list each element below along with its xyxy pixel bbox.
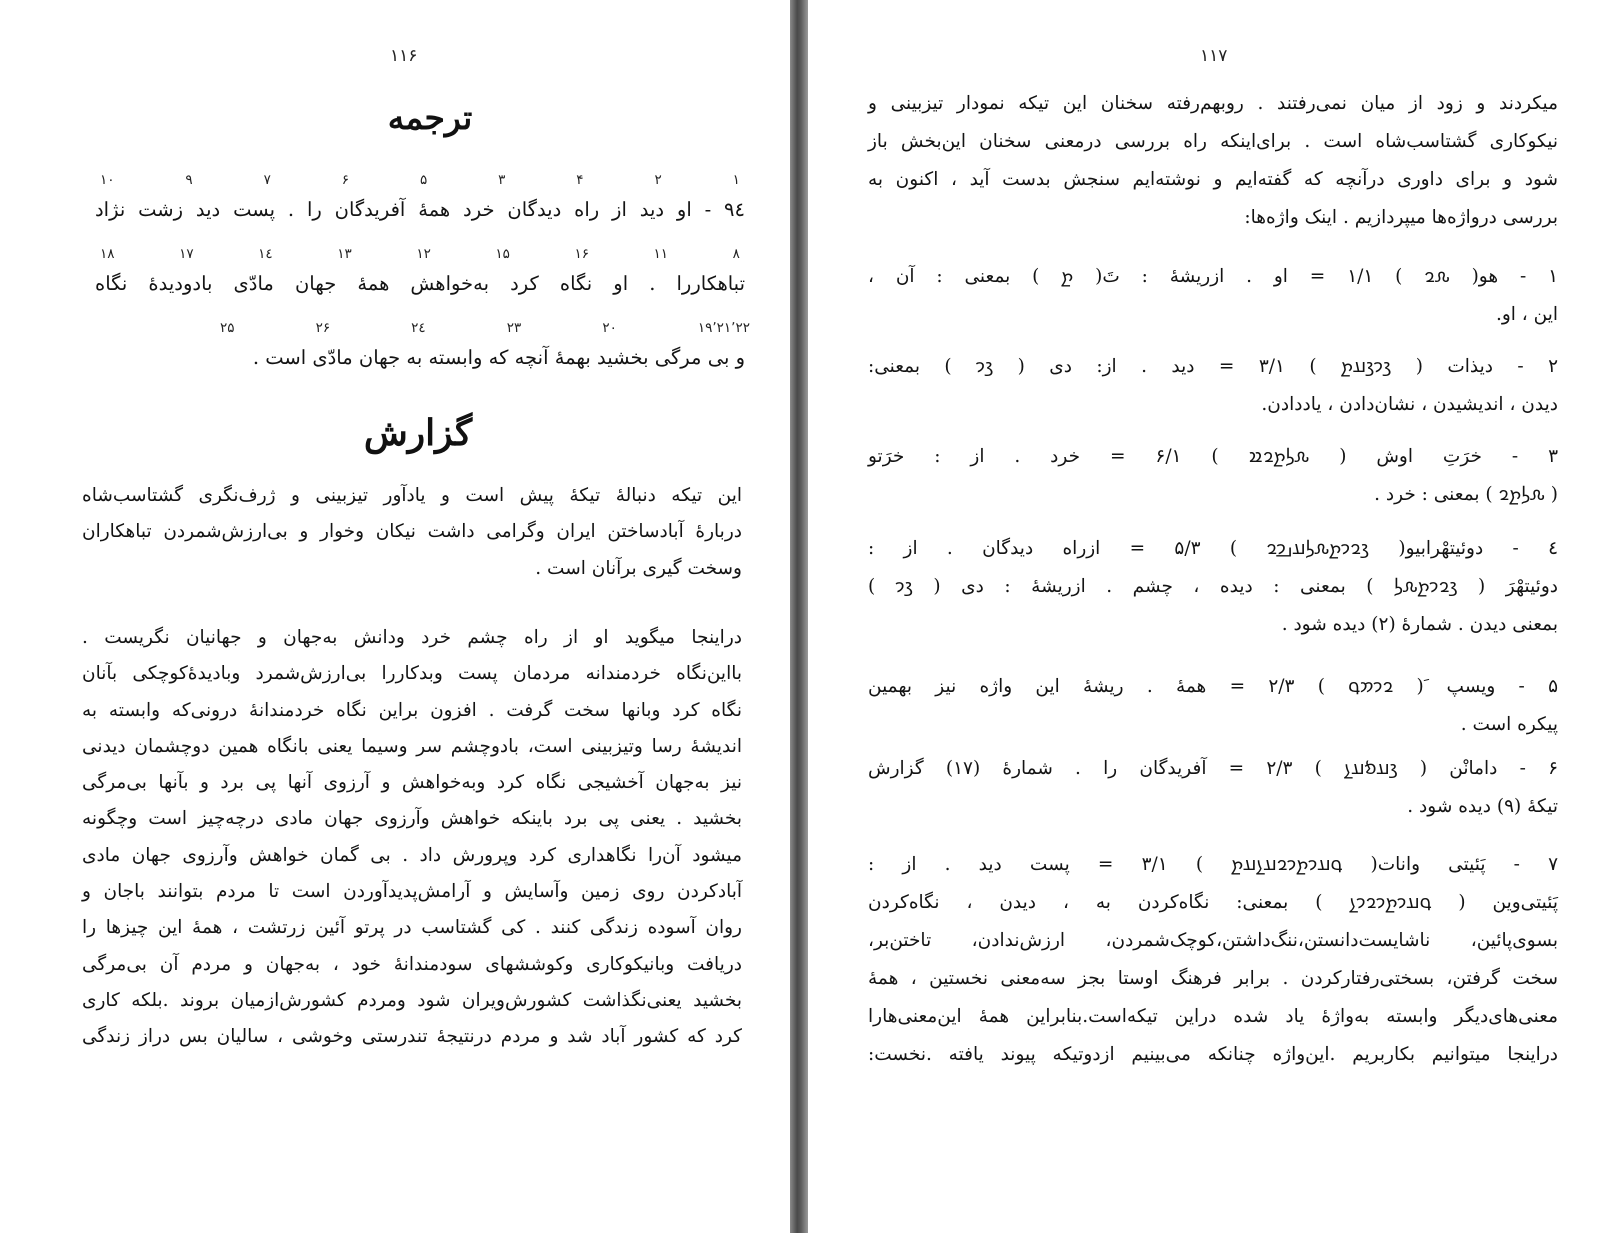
book-gutter: [790, 0, 808, 1233]
intro-paragraph: میکردند و زود از میان نمی‌رفتند . روبهم‌رفته سخنان این تیکه نمودار تیزبینی و نیکوکاری گشتاسب‌شاه است . برای‌اینکه راه بررسی درمعنی سخنان این‌بخش باز شود و برای داوری درآنچه که گفته‌ایم و نوشته‌ایم سنجش بدست آید ، اکنون به بررسی درواژه‌ها میپردازیم . اینک واژه‌ها:: [868, 93, 1558, 228]
entry-3: ۳ - خرَتِ اوش ( ‎𐭧𐭫𐭲𐭥𐭱‎ ) ۶/۱ = خرد . از : خرَتو ( ‎𐭧𐭫𐭲𐭥‎ ) بمعنی : خرد .: [868, 446, 1558, 505]
entry-6: ۶ - دامانْن ( ‎𐭣𐭠𐭬𐭠𐭭‎ ) ۲/۳ = آفریدگان را . شمارهٔ (۱۷) گزارش تیکهٔ (۹) دیده شود .: [868, 758, 1558, 817]
translation-heading: ترجمه: [387, 98, 473, 137]
word-numbers-row-1: ۱۰ ۹ ۷ ۶ ۵ ۳ ۴ ۲ ۱: [100, 172, 740, 188]
translation-line-1: ۹٤ - او دید از راه دیدگان خرد همهٔ آفریدگان را . پست دید زشت نژاد: [95, 198, 745, 221]
page-number: ۱۱۷: [1200, 46, 1228, 66]
report-paragraph-2: دراینجا میگوید او از راه چشم خرد ودانش به‌جهان و جهانیان نگریست . بااین‌نگاه خردمندانه مردمان پست وبدکاررا بی‌ارزش‌شمرد وبادیدهٔ‌کوچکی بآنان نگاه کرد وبانها سخت گرفت . افزون براین نگاه خردمندانهٔ درونی‌که وابسته به اندیشهٔ رسا وتیزبینی است، بادوچشم سر وسیما یعنی بانگاه همین دوچشمان دیدنی نیز به‌جهان آخشیجی نگاه کرد وبه‌خواهش و آرزوی آنها پی برد و بآنها بی‌مرگی بخشید . یعنی پی برد باینکه خواهش وآرزوی جهان مادی درچه‌چیز است وچگونه میشود آن‌را نگاهداری کرد وپرورش داد . بی گمان خواهش وآرزوی جهان مادی آبادکردن روی زمین وآسایش و آرامش‌پدیدآوردن است تا مردم بتوانند باجان و روان آسوده زندگی کنند . کی گشتاسب در پرتو آئین زرتشت ، همهٔ این چیزها را دریافت وبانیکوکاری وکوششهای سودمندانهٔ خود ، به‌جهان و مردم آن بی‌مرگی بخشید یعنی‌نگذاشت کشورش‌ویران شود ومردم کشورش‌ازمیان بروند .بلکه کاری کرد که کشور آباد شد و مردم درنتیجهٔ تندرستی وخوشی ، سالیان بس دراز زندگی: [82, 627, 742, 1048]
translation-line-2: تباهکاررا . او نگاه کرد به‌خواهش همهٔ جهان مادّی بادودیدهٔ نگاه: [95, 272, 745, 295]
report-paragraph-1: این تیکه دنبالهٔ تیکهٔ پیش است و یادآور تیزبینی و ژرف‌نگری گشتاسب‌شاه دربارهٔ آبادساختن ایران وگرامی داشت نیکان وخوار و بی‌ارزش‌شمردن تباهکاران وسخت گیری برآنان است .: [82, 485, 742, 579]
right-page: [808, 0, 1602, 1233]
entry-4: ٤ - دوئیتهْرابیو( ‎𐭣𐭥𐭩𐭲𐭧𐭫𐭠𐭡𐭩𐭥‎ ) ۵/۳ = ازراه دیدگان . از : دوئیتهْرَ ( ‎𐭣𐭥𐭩𐭲𐭧𐭫‎ ) بمعنی : دیده ، چشم . ازریشهٔ : دی ( ‎𐭣𐭩‎ ) بمعنی دیدن . شمارهٔ (۲) دیده شود .: [868, 538, 1558, 635]
report-heading: گزارش: [363, 412, 473, 454]
translation-line-3: و بی مرگی بخشید بهمهٔ آنچه که وابسته به جهان مادّی است .: [252, 346, 745, 369]
entry-1: ۱ - هو( ‎𐭧𐭥‎ ) ۱/۱ = او . ازریشهٔ : تَ( ‎𐭲‎ ) بمعنی : آن ، این ، او.: [868, 266, 1559, 325]
entry-7: ۷ - پَئیتی وانات( ‎𐭯𐭠𐭩𐭲𐭩𐭥𐭠𐭭𐭠𐭲‎ ) ۳/۱ = پست دید . از : پَئیتی‌وین ( ‎𐭯𐭠𐭩𐭲𐭩𐭥𐭩𐭭‎ ) بمعنی: نگاه‌کردن به ، دیدن ، نگاه‌کردن بسوی‌پائین، ناشایست‌دانستن،ننگ‌داشتن،کوچک‌شمردن، ارزش‌ندادن، تاختن‌بر، سخت گرفتن، بسختی‌رفتارکردن . برابر فرهنگ اوستا بجز سه‌معنی نخستین ، همهٔ معنی‌های‌دیگر وابسته به‌واژهٔ یاد شده دراین تیکه‌است.بنابراین همهٔ این‌معنی‌هارا دراینجا میتوانیم بکاربریم .این‌واژه چنانکه می‌بینیم ازدوتیکه پیوند یافته .نخست:: [868, 854, 1559, 1065]
entry-2: ۲ - دیذات ( ‎𐭣𐭩𐭣𐭠𐭲‎ ) ۳/۱ = دید . از: دی ( ‎𐭣𐭩‎ ) بمعنی: دیدن ، اندیشیدن ، نشان‌دادن ، یاددادن.: [868, 356, 1559, 415]
left-page: [0, 0, 790, 1233]
word-numbers-row-3: ۲۵ ۲۶ ۲٤ ۲۳ ۲۰ ۱۹٬۲۱٬۲۲: [220, 320, 750, 336]
page-number: ۱۱۶: [390, 46, 418, 66]
word-numbers-row-2: ۱۸ ۱۷ ۱٤ ۱۳ ۱۲ ۱۵ ۱۶ ۱۱ ۸: [100, 246, 740, 262]
entry-5: ۵ - ویسپ َ( ‎𐭥𐭩𐭮𐭯‎ ) ۲/۳ = همهٔ . ریشهٔ این واژه نیز بهمین پیکره است .: [868, 676, 1558, 735]
